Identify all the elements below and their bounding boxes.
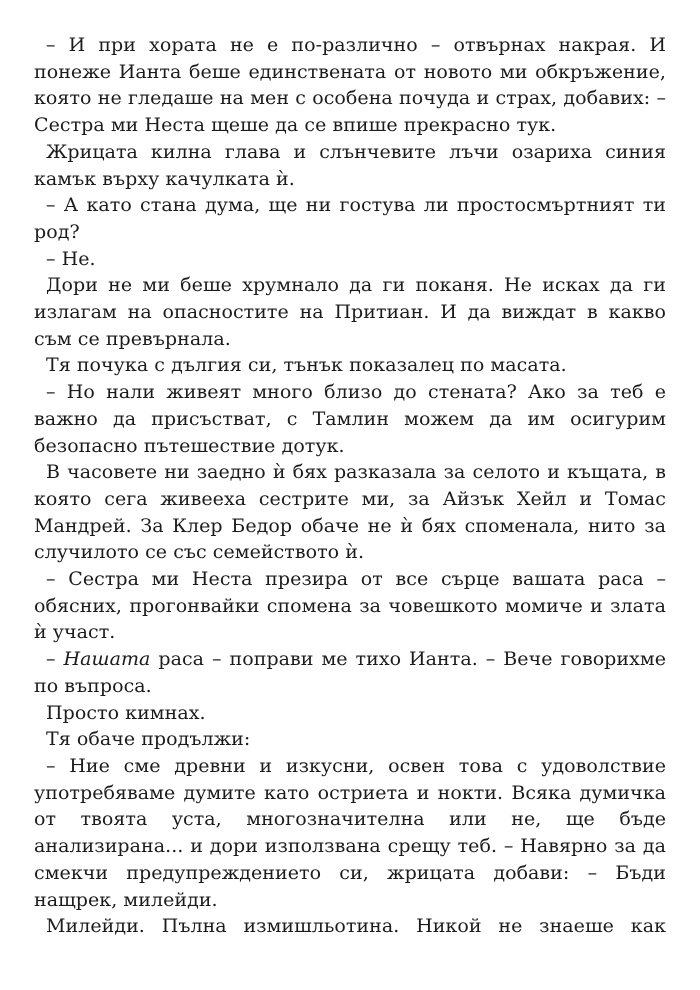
emphasized-word: Нашата: [63, 648, 151, 671]
paragraph-10: [34, 646, 666, 699]
paragraph-8: В часовете ни заедно ѝ бях разказала за селото и къщата, в която сега живееха сестрите ми, за Айзък Хейл и Томас Мандрей. За Клер Бедор обаче не ѝ бях споменала, нито за случилото се със семейството ѝ.: [34, 461, 666, 564]
paragraph-9: – Сестра ми Неста презира от все сърце вашата раса – обясних, прогонвайки спомена за човешкото момиче и злата ѝ участ.: [34, 568, 666, 644]
paragraph-12: Тя обаче продължи:: [46, 728, 251, 751]
paragraph-11: Просто кимнах.: [46, 701, 206, 724]
paragraph-13: – Ние сме древни и изкусни, освен това с удоволствие употребяваме думите като остриета и нокти. Всяка думичка от твоята уста, многозначителна или не, ще бъде анализирана... и дори използвана срещу теб. – Навярно за да смекчи предупреждението си, жрицата добави: – Бъди нащрек, милейди.: [34, 754, 666, 911]
paragraph-10-rest: раса – поправи ме тихо Ианта. – Вече говорихме по въпроса.: [34, 648, 667, 697]
paragraph-6: Тя почука с дългия си, тънък показалец по масата.: [46, 354, 567, 377]
dialogue-dash: –: [46, 648, 64, 671]
paragraph-14: Милейди. Пълна измишльотина. Никой не знаеше как: [46, 915, 666, 938]
book-page-text: [34, 32, 666, 940]
paragraph-7: – Но нали живеят много близо до стената? Ако за теб е важно да присъстват, с Тамлин можем да им осигурим безопасно пътешествие дотук.: [34, 381, 666, 457]
paragraph-3: – А като стана дума, ще ни гостува ли простосмъртният ти род?: [34, 194, 666, 243]
paragraph-4: – Не.: [46, 247, 96, 270]
paragraph-1: – И при хората не е по-различно – отвърнах накрая. И понеже Ианта беше единствената от новото ми обкръжение, която не гледаше на мен с особена почуда и страх, добавих: – Сестра ми Неста щеше да се впише прекрасно тук.: [34, 34, 666, 137]
paragraph-5: Дори не ми беше хрумнало да ги поканя. Не исках да ги излагам на опасностите на Притиан. И да виждат в какво съм се превърнала.: [34, 274, 666, 350]
paragraph-2: Жрицата килна глава и слънчевите лъчи озариха синия камък върху качулката ѝ.: [34, 140, 666, 190]
